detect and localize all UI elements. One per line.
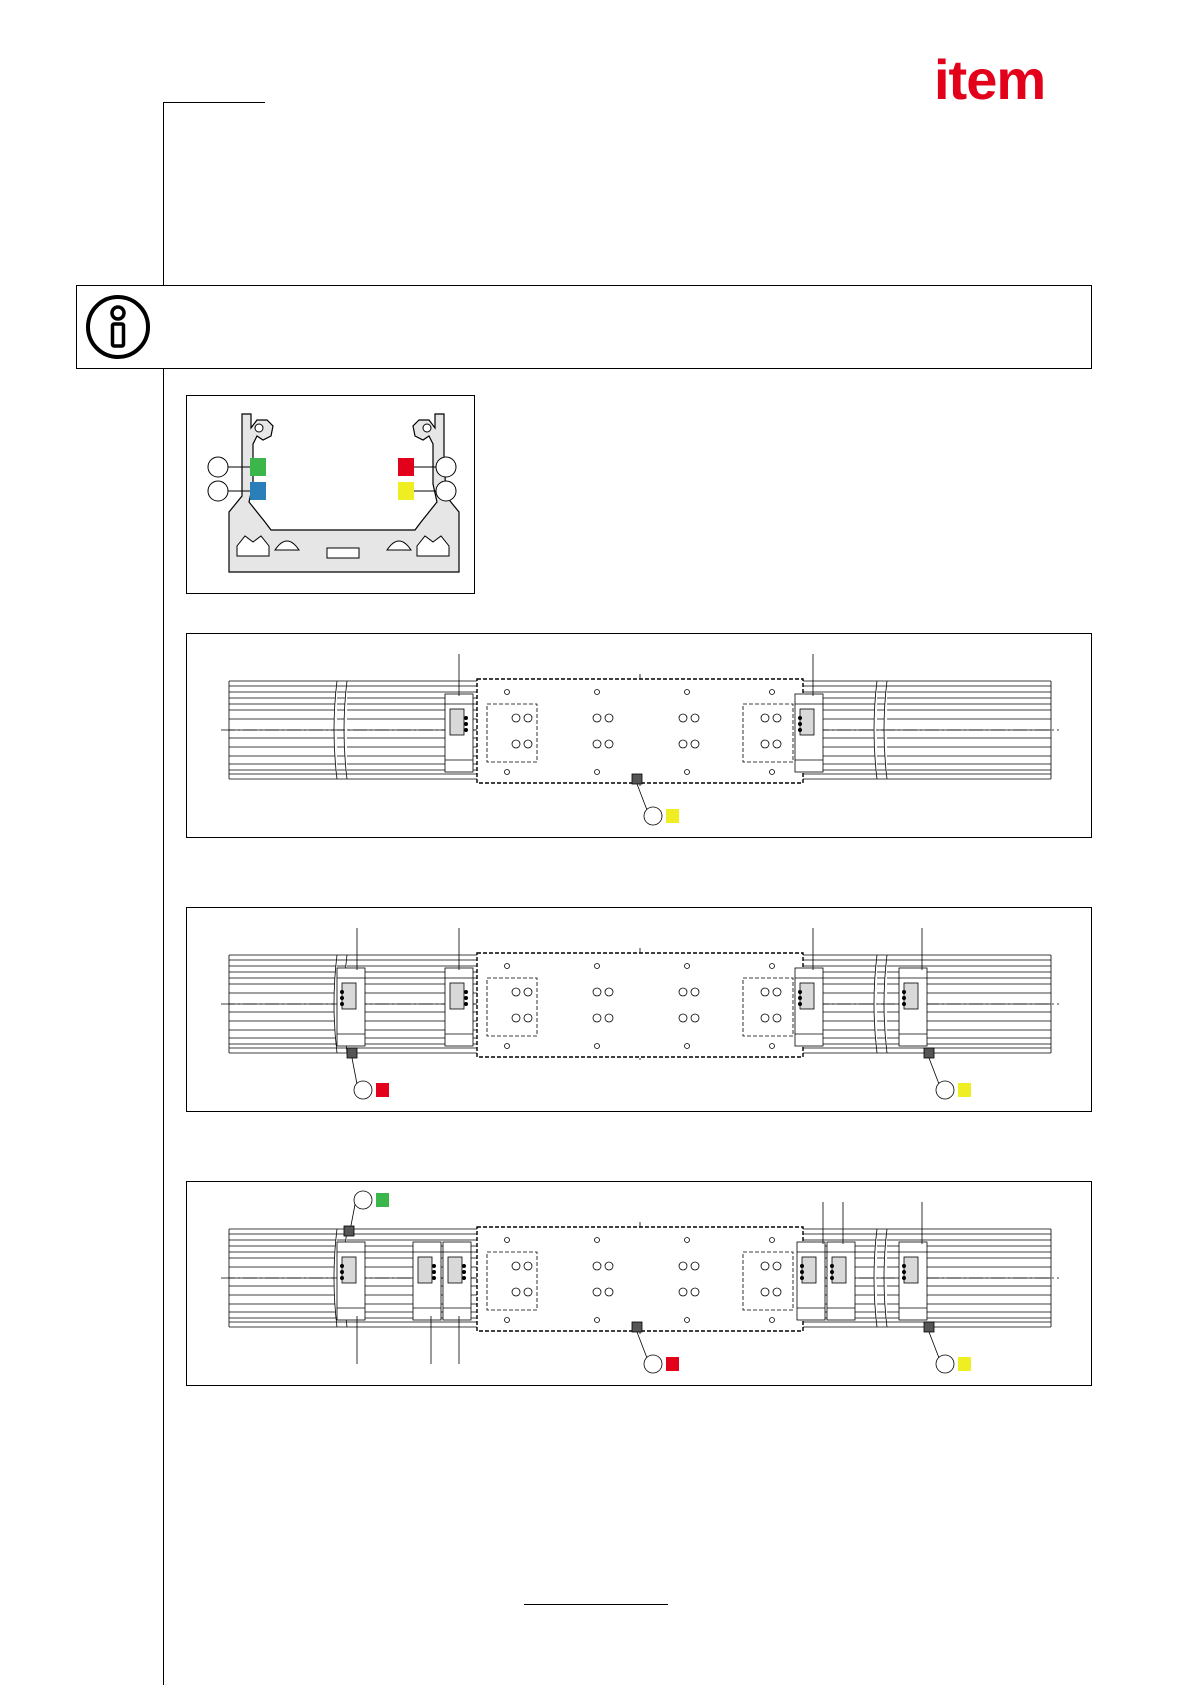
callout-circle	[354, 1081, 372, 1099]
callout-circle	[644, 807, 662, 825]
clamp-block	[443, 1242, 471, 1320]
assembly-diagram-1	[186, 633, 1092, 838]
callout-marker-green	[376, 1193, 389, 1207]
assembly-diagram-2	[186, 907, 1092, 1112]
logo-text: item	[934, 48, 1046, 111]
rail-assembly	[221, 654, 1059, 825]
clamp-block	[445, 968, 473, 1046]
footer-rule	[524, 1604, 668, 1605]
carriage-plate	[477, 679, 803, 783]
clamp-block	[827, 1242, 855, 1320]
callout-circle	[208, 481, 228, 501]
leader-line	[929, 1332, 939, 1358]
clamp-screw	[347, 1048, 357, 1058]
clamp-block	[337, 968, 365, 1046]
clamp-block	[413, 1242, 441, 1320]
profile-cross-section-panel	[186, 395, 475, 594]
carriage-plate	[477, 1227, 803, 1331]
clamp-screw	[632, 1322, 642, 1332]
leader-line	[929, 1058, 939, 1084]
callout-marker-yellow	[958, 1357, 971, 1371]
rail-assembly	[221, 1191, 1059, 1373]
profile-marker-yellow	[398, 482, 414, 500]
callout-circle	[936, 1081, 954, 1099]
info-notice-box	[76, 285, 1092, 369]
clamp-screw	[924, 1322, 934, 1332]
item-logo	[934, 48, 1094, 111]
clamp-block	[337, 1242, 365, 1320]
clamp-screw	[632, 774, 642, 784]
header-rule	[163, 102, 265, 103]
callout-circle	[436, 481, 456, 501]
clamp-screw	[344, 1226, 354, 1236]
clamp-block	[795, 694, 823, 772]
rail-assembly	[221, 928, 1059, 1099]
callout-circle	[936, 1355, 954, 1373]
callout-marker-yellow	[958, 1083, 971, 1097]
clamp-screw	[924, 1048, 934, 1058]
callout-circle	[354, 1191, 372, 1209]
clamp-block	[445, 694, 473, 772]
callout-marker-yellow	[666, 809, 679, 823]
rail-drawing	[187, 908, 1091, 1111]
clamp-block	[795, 968, 823, 1046]
info-icon	[85, 294, 151, 360]
callout-circle	[436, 457, 456, 477]
clamp-block	[797, 1242, 825, 1320]
clamp-block	[899, 1242, 927, 1320]
leader-line	[637, 784, 647, 810]
callout-marker-red	[376, 1083, 389, 1097]
clamp-block	[899, 968, 927, 1046]
rail-drawing	[187, 1182, 1091, 1385]
leader-line	[637, 1332, 647, 1358]
callout-marker-red	[666, 1357, 679, 1371]
profile-marker-red	[398, 458, 414, 476]
callout-circle	[644, 1355, 662, 1373]
rail-drawing	[187, 634, 1091, 837]
profile-marker-blue	[250, 482, 266, 500]
leader-line	[352, 1058, 357, 1084]
profile-marker-green	[250, 458, 266, 476]
assembly-diagram-3	[186, 1181, 1092, 1386]
profile-cross-section-drawing	[187, 396, 474, 593]
callout-circle	[208, 457, 228, 477]
carriage-plate	[477, 953, 803, 1057]
